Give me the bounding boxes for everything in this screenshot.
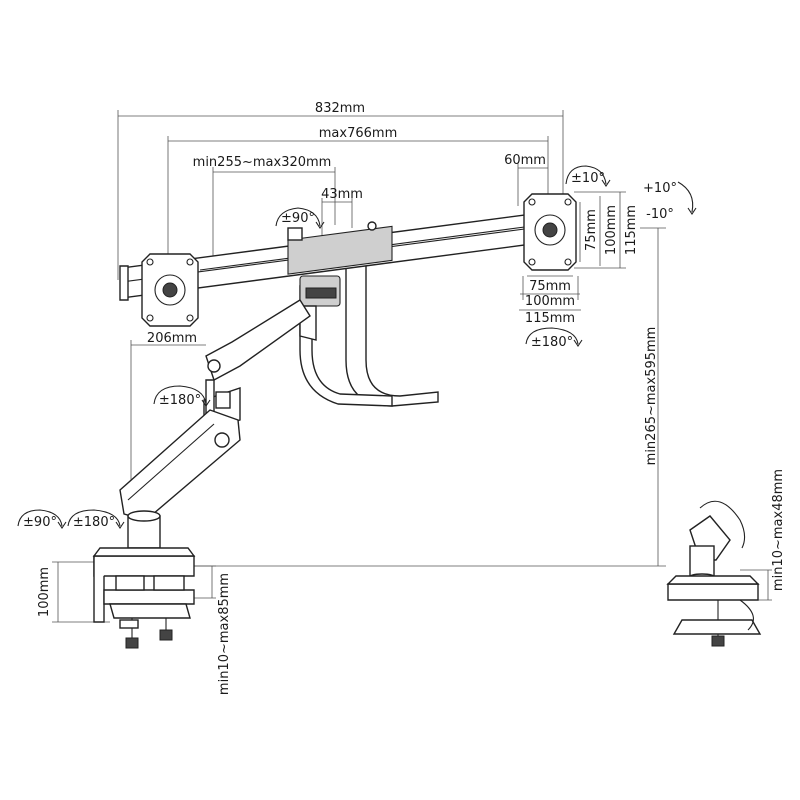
label-vesa-v2: 100mm: [604, 204, 619, 256]
label-vesa-h2: 100mm: [524, 294, 576, 309]
label-grommet-desk: min10~max48mm: [771, 468, 786, 592]
label-height-range: min265~max595mm: [644, 326, 659, 466]
support-pole: [300, 262, 438, 406]
label-top-offset: 60mm: [504, 153, 546, 168]
label-side-offset: 206mm: [146, 331, 198, 346]
label-rot-right-swivel: ±180°: [530, 335, 574, 350]
label-clamp-desk: min10~max85mm: [217, 572, 232, 696]
label-vesa-h1: 75mm: [529, 279, 571, 294]
label-tilt-up: +10°: [643, 181, 677, 196]
vesa-plate-left: [142, 254, 198, 326]
label-rot-elbow: ±180°: [158, 393, 202, 408]
label-arm-range: min255~max320mm: [192, 155, 332, 170]
label-vesa-v1: 75mm: [584, 209, 599, 251]
label-vesa-h3: 115mm: [524, 311, 576, 326]
rotation-arc-tilt: [678, 182, 696, 214]
label-pole-width: 43mm: [321, 187, 363, 202]
label-rot-base-tilt: ±90°: [23, 515, 57, 530]
label-rot-top-center: ±90°: [281, 211, 315, 226]
label-clamp-height: 100mm: [37, 566, 52, 618]
label-tilt-down: -10°: [646, 207, 674, 222]
desk-clamp: [94, 511, 194, 648]
label-max-span: max766mm: [318, 126, 398, 141]
vesa-plate-right: [524, 194, 576, 270]
label-total-width: 832mm: [314, 101, 366, 116]
label-rot-base-swivel: ±180°: [72, 515, 116, 530]
grommet-mount: [668, 501, 760, 646]
label-rot-right-vesa: ±10°: [571, 171, 605, 186]
label-vesa-v3: 115mm: [624, 204, 639, 256]
